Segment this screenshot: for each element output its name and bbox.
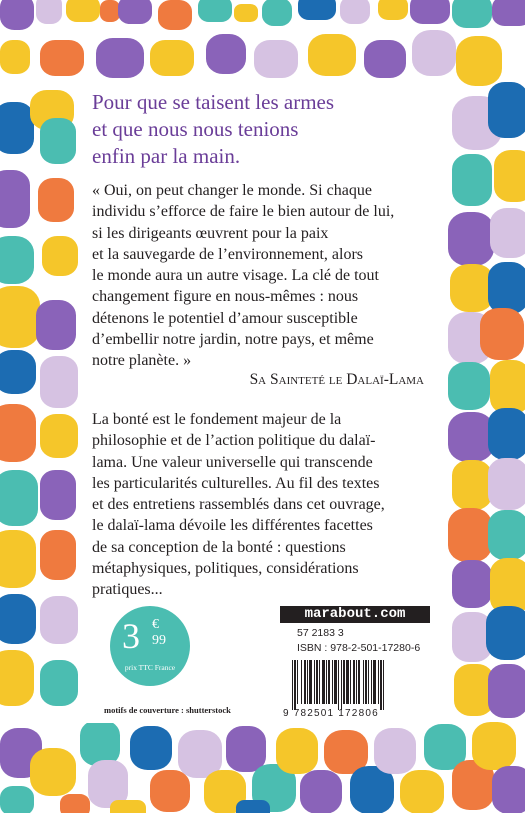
pattern-blob	[40, 470, 76, 520]
pattern-blob	[80, 720, 120, 766]
barcode-bar	[371, 660, 372, 704]
barcode-bar	[304, 660, 306, 704]
pattern-blob	[488, 262, 525, 314]
description-line: et des entretiens rassemblés dans cet ouvrage,	[92, 496, 385, 514]
barcode-bar	[319, 660, 320, 704]
pattern-blob	[130, 726, 172, 770]
quote-line: le monde aura un autre visage. La clé de tout	[92, 267, 379, 285]
description-line: pratiques...	[92, 581, 163, 599]
description-line: métaphysiques, politiques, considérations	[92, 560, 359, 578]
pattern-blob	[490, 208, 525, 258]
barcode-bar	[326, 660, 327, 704]
pattern-blob	[42, 236, 78, 276]
pattern-blob	[300, 770, 342, 813]
barcode-bar	[334, 660, 337, 704]
pattern-blob	[448, 508, 492, 562]
quote-line: individu s’efforce de faire le bien autour de lui,	[92, 203, 395, 221]
pattern-blob	[490, 558, 525, 614]
pattern-blob	[40, 414, 78, 458]
pattern-blob	[452, 0, 492, 28]
price-euros: 3	[122, 616, 140, 656]
price-cents: 99	[152, 633, 166, 648]
pattern-blob	[0, 286, 40, 348]
barcode-bar	[316, 660, 318, 704]
barcode-bar	[365, 660, 367, 704]
pattern-blob	[110, 800, 146, 813]
pattern-blob	[36, 300, 76, 350]
barcode-bar	[314, 660, 315, 704]
pattern-blob	[40, 40, 84, 76]
pattern-blob	[480, 308, 524, 360]
pattern-blob	[236, 800, 270, 813]
publisher-website: marabout.com	[280, 606, 430, 623]
price-currency: €	[152, 617, 159, 632]
pattern-blob	[262, 0, 292, 26]
pattern-blob	[488, 510, 525, 560]
description-paragraph	[92, 409, 432, 601]
isbn: ISBN : 978-2-501-17280-6	[297, 642, 421, 654]
pattern-blob	[0, 102, 34, 154]
barcode	[288, 660, 430, 710]
pattern-blob	[226, 726, 266, 772]
price-note: prix TTC France	[124, 663, 176, 672]
barcode-bar	[297, 660, 298, 704]
quote-line: changement figure en nous-mêmes : nous	[92, 288, 359, 306]
barcode-bar	[301, 660, 302, 704]
barcode-bar	[383, 660, 384, 710]
pattern-blob	[410, 0, 450, 24]
pattern-blob	[30, 748, 76, 796]
pattern-blob	[452, 560, 492, 608]
description-line: La bonté est le fondement majeur de la	[92, 411, 342, 428]
barcode-bar	[294, 660, 296, 710]
pattern-blob	[254, 40, 298, 78]
pattern-blob	[40, 118, 76, 164]
pattern-blob	[400, 770, 444, 813]
pattern-blob	[448, 362, 490, 410]
pattern-blob	[492, 766, 525, 813]
pattern-blob	[456, 36, 502, 86]
quote-line: et la sauvegarde de l’environnement, alors	[92, 245, 363, 263]
headline-line: enfin par la main.	[92, 144, 241, 168]
pattern-blob	[0, 350, 36, 394]
quote-line: notre planète. »	[92, 352, 192, 370]
description-line: le dalaï-lama dévoile les différentes facettes	[92, 517, 373, 535]
barcode-bar	[343, 660, 345, 704]
barcode-bar	[332, 660, 333, 704]
pattern-blob	[374, 728, 416, 774]
pattern-blob	[0, 236, 34, 284]
pattern-blob	[488, 664, 525, 718]
quote-attribution: Sa Sainteté le Dalaï-Lama	[249, 371, 424, 388]
headline-line: et que nous nous tenions	[92, 117, 299, 141]
pattern-blob	[0, 0, 34, 30]
pattern-blob	[0, 40, 30, 74]
pattern-blob	[488, 408, 525, 460]
price-badge	[110, 606, 190, 686]
cover-credits: motifs de couverture : shutterstock	[104, 705, 231, 715]
pattern-blob	[150, 40, 194, 76]
pattern-blob	[40, 356, 78, 408]
pattern-blob	[36, 0, 62, 24]
barcode-bar	[309, 660, 312, 704]
quote-paragraph	[92, 180, 432, 372]
description-line: philosophie et de l’action politique du dalaï-	[92, 432, 376, 450]
pattern-blob	[150, 770, 190, 812]
pattern-blob	[206, 34, 246, 74]
quote-line: si les dirigeants œuvrent pour la paix	[92, 224, 329, 242]
pattern-blob	[308, 34, 356, 76]
barcode-bar	[307, 660, 308, 704]
pattern-blob	[364, 40, 406, 78]
barcode-bar	[350, 660, 351, 704]
pattern-blob	[298, 0, 336, 20]
barcode-bar	[373, 660, 376, 704]
pattern-blob	[158, 0, 192, 30]
pattern-blob	[118, 0, 152, 24]
pattern-blob	[0, 170, 30, 228]
pattern-blob	[378, 0, 408, 20]
pattern-blob	[412, 30, 456, 76]
barcode-bar	[353, 660, 355, 704]
pattern-blob	[448, 212, 494, 266]
barcode-bar	[368, 660, 369, 704]
pattern-blob	[60, 794, 90, 813]
pattern-blob	[100, 0, 120, 22]
pattern-blob	[0, 594, 36, 644]
quote-line: « Oui, on peut changer le monde. Si chaque	[92, 182, 372, 199]
pattern-blob	[472, 722, 516, 770]
barcode-bar	[363, 660, 364, 704]
pattern-blob	[0, 786, 34, 813]
barcode-bar	[378, 660, 379, 704]
barcode-bar	[380, 660, 382, 710]
pattern-blob	[40, 660, 78, 706]
pattern-blob	[448, 412, 494, 462]
pattern-blob	[450, 264, 494, 312]
pattern-blob	[0, 530, 36, 588]
description-line: de sa conception de la bonté : questions	[92, 538, 346, 556]
pattern-blob	[0, 650, 34, 706]
pattern-blob	[40, 530, 76, 580]
barcode-bar	[338, 660, 339, 710]
pattern-blob	[488, 458, 525, 510]
pattern-blob	[276, 728, 318, 774]
barcode-bar	[346, 660, 349, 704]
product-code: 57 2183 3	[297, 627, 344, 639]
barcode-digits: 9 782501 172806	[283, 708, 379, 719]
pattern-blob	[234, 4, 258, 22]
pattern-blob	[96, 38, 144, 78]
quote-line: d’embellir notre jardin, notre pays, et même	[92, 331, 374, 349]
pattern-blob	[486, 606, 525, 660]
pattern-blob	[492, 0, 525, 26]
pattern-blob	[494, 150, 525, 202]
pattern-blob	[0, 404, 36, 462]
barcode-bar	[356, 660, 357, 704]
pattern-blob	[340, 0, 370, 24]
pattern-blob	[488, 82, 525, 138]
pattern-blob	[490, 360, 525, 414]
barcode-bar	[341, 660, 342, 710]
barcode-bar	[292, 660, 293, 710]
headline	[92, 89, 422, 170]
pattern-blob	[38, 178, 74, 222]
pattern-blob	[198, 0, 232, 22]
pattern-blob	[40, 596, 78, 644]
quote-line: détenons le potentiel d’amour susceptible	[92, 309, 358, 327]
description-line: lama. Une valeur universelle qui transcende	[92, 453, 373, 471]
pattern-blob	[452, 154, 492, 206]
pattern-blob	[452, 460, 492, 510]
headline-line: Pour que se taisent les armes	[92, 90, 335, 114]
barcode-bar	[328, 660, 330, 704]
description-line: les particularités culturelles. Au fil des textes	[92, 474, 380, 492]
barcode-bar	[358, 660, 360, 704]
barcode-bar	[322, 660, 325, 704]
pattern-blob	[66, 0, 100, 22]
pattern-blob	[0, 470, 38, 526]
pattern-blob	[178, 730, 222, 778]
